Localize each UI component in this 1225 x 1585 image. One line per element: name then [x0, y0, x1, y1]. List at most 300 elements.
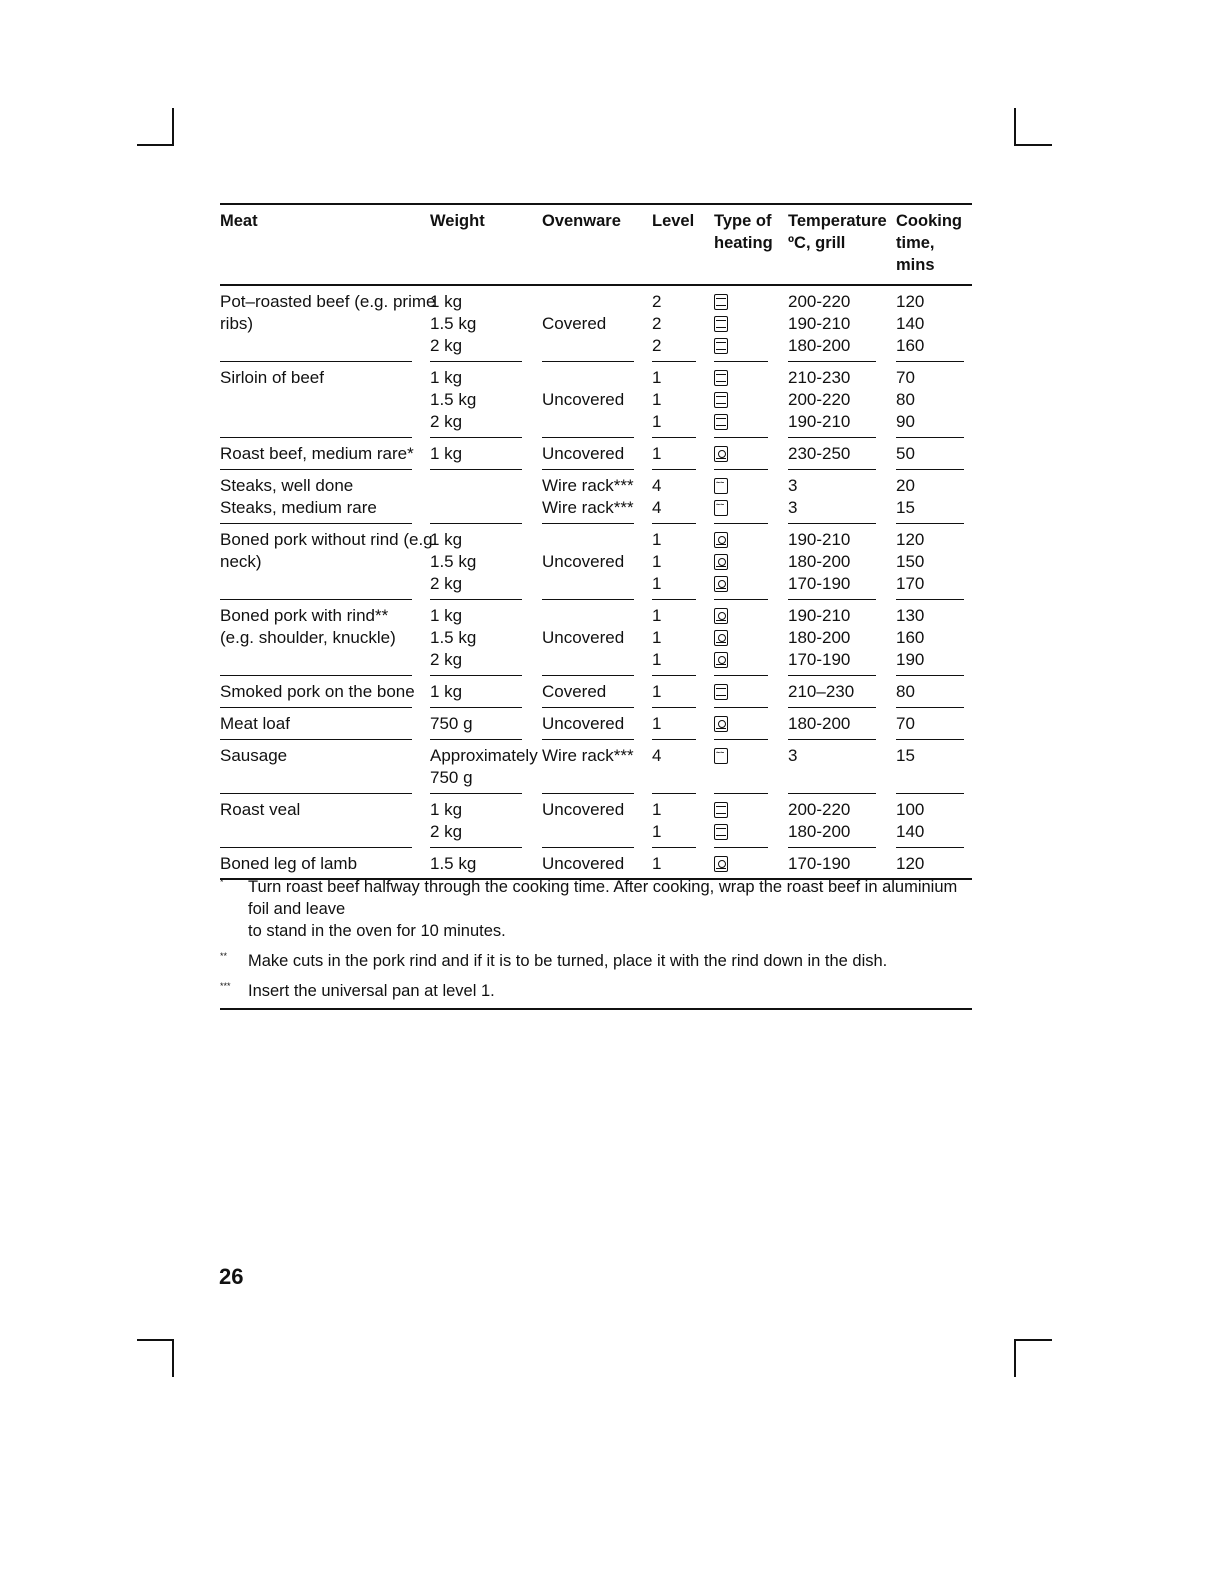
cell-text-meat — [220, 573, 420, 595]
cell-text-weight: Approximately — [430, 746, 538, 765]
column-header-text: Level — [652, 212, 695, 230]
cell-text-meat — [220, 389, 420, 411]
footnotes — [220, 876, 972, 1010]
cell-ovenware — [542, 367, 642, 433]
cell-text-ovenware — [542, 367, 642, 389]
footnote — [220, 876, 972, 942]
cell-level — [652, 475, 704, 519]
column-header-text: Weight — [430, 212, 485, 230]
hot-air-grilling-icon — [714, 716, 728, 732]
cell-heating — [714, 713, 776, 735]
heating-type — [714, 529, 776, 551]
column-header-time — [896, 210, 972, 276]
cell-meat — [220, 853, 420, 875]
crop-mark — [1014, 1339, 1052, 1341]
cell-ovenware — [542, 475, 642, 519]
cell-text-ovenware: Covered — [542, 314, 607, 333]
cell-text-temp: 180-200 — [788, 552, 851, 571]
cell-text-meat: Steaks, well done — [220, 476, 354, 495]
cell-heating — [714, 799, 776, 843]
heating-type — [714, 605, 776, 627]
cell-meat — [220, 367, 420, 433]
cell-text-weight: 2 kg — [430, 336, 463, 355]
footnote-line: Turn roast beef halfway through the cooking time. After cooking, wrap the roast beef in aluminium foil and leave — [248, 878, 958, 918]
cell-text-temp: 3 — [788, 476, 798, 495]
cell-text-level: 1 — [652, 412, 662, 431]
cell-text-temp: 200-220 — [788, 390, 851, 409]
cell-temp — [788, 681, 884, 703]
cell-heating — [714, 853, 776, 875]
cell-text-ovenware: Uncovered — [542, 444, 625, 463]
cell-text-temp: 170-190 — [788, 574, 851, 593]
cell-ovenware — [542, 745, 642, 789]
footnotes-bottom-rule — [220, 1008, 972, 1010]
crop-mark — [137, 144, 174, 146]
cell-temp — [788, 745, 884, 789]
cell-text-weight: 1 kg — [430, 606, 463, 625]
top-bottom-heat-icon — [714, 294, 728, 310]
cell-text-time: 20 — [896, 476, 915, 495]
cell-text-level: 1 — [652, 390, 662, 409]
cell-text-ovenware: Wire rack*** — [542, 476, 634, 495]
cell-text-temp: 180-200 — [788, 714, 851, 733]
cell-text-temp: 180-200 — [788, 336, 851, 355]
cell-time — [896, 291, 972, 357]
crop-mark — [137, 1339, 174, 1341]
top-bottom-heat-icon — [714, 414, 728, 430]
heating-type — [714, 291, 776, 313]
cell-text-level: 1 — [652, 606, 662, 625]
cell-text-weight: 1 kg — [430, 530, 463, 549]
hot-air-grilling-icon — [714, 608, 728, 624]
cell-ovenware — [542, 713, 642, 735]
meat-cooking-table — [220, 203, 972, 880]
column-header-level — [652, 210, 704, 232]
cell-text-level: 1 — [652, 822, 662, 841]
heating-type — [714, 443, 776, 465]
cell-weight — [430, 291, 530, 357]
cell-text-meat: Boned pork without rind (e.g. — [220, 530, 438, 549]
cell-text-weight — [430, 475, 530, 497]
cell-text-time: 150 — [896, 552, 925, 571]
cell-text-temp: 190-210 — [788, 412, 851, 431]
cell-text-meat: neck) — [220, 552, 262, 571]
cell-meat — [220, 605, 420, 671]
cell-temp — [788, 475, 884, 519]
cell-text-weight: 1.5 kg — [430, 314, 477, 333]
cell-weight — [430, 799, 530, 843]
cell-text-weight: 1.5 kg — [430, 390, 477, 409]
crop-mark — [172, 1339, 174, 1377]
heating-type — [714, 335, 776, 357]
cell-text-ovenware — [542, 411, 642, 433]
cell-text-weight: 1 kg — [430, 682, 463, 701]
crop-mark — [1014, 1339, 1016, 1377]
top-bottom-heat-icon — [714, 684, 728, 700]
cell-text-level: 4 — [652, 498, 662, 517]
cell-temp — [788, 799, 884, 843]
cell-text-temp: 3 — [788, 746, 798, 765]
cell-meat — [220, 681, 420, 703]
footnote-mark: * — [220, 877, 224, 887]
cell-text-ovenware: Uncovered — [542, 390, 625, 409]
cell-text-level: 1 — [652, 574, 662, 593]
cell-text-meat: (e.g. shoulder, knuckle) — [220, 628, 396, 647]
cell-temp — [788, 529, 884, 595]
cell-text-ovenware: Uncovered — [542, 552, 625, 571]
hot-air-grilling-icon — [714, 554, 728, 570]
cell-text-time: 140 — [896, 314, 925, 333]
cell-text-weight: 1.5 kg — [430, 628, 477, 647]
column-header-weight — [430, 210, 530, 232]
cell-time — [896, 745, 972, 789]
footnote-text — [248, 950, 972, 972]
cell-text-time: 70 — [896, 714, 915, 733]
cell-heating — [714, 475, 776, 519]
heating-type — [714, 713, 776, 735]
cell-time — [896, 799, 972, 843]
cell-text-level: 1 — [652, 530, 662, 549]
cell-text-temp: 3 — [788, 498, 798, 517]
cell-text-time: 15 — [896, 498, 915, 517]
column-header-text: mins — [896, 256, 935, 274]
cell-temp — [788, 713, 884, 735]
cell-text-ovenware: Uncovered — [542, 628, 625, 647]
cell-time — [896, 713, 972, 735]
cell-text-meat: Boned pork with rind** — [220, 606, 389, 625]
crop-mark — [1014, 144, 1052, 146]
top-bottom-heat-icon — [714, 392, 728, 408]
cell-text-time: 120 — [896, 292, 925, 311]
heating-type — [714, 367, 776, 389]
cell-text-weight: 1 kg — [430, 292, 463, 311]
cell-time — [896, 367, 972, 433]
cell-text-level: 1 — [652, 552, 662, 571]
cell-time — [896, 681, 972, 703]
cell-level — [652, 443, 704, 465]
cell-text-time: 170 — [896, 574, 925, 593]
cell-text-ovenware: Uncovered — [542, 800, 625, 819]
cell-ovenware — [542, 605, 642, 671]
cell-text-meat: Pot–roasted beef (e.g. prime — [220, 292, 436, 311]
footnote-line: Insert the universal pan at level 1. — [248, 982, 495, 1000]
cell-meat — [220, 529, 438, 595]
cell-weight — [430, 475, 530, 519]
cell-text-weight: 2 kg — [430, 822, 463, 841]
page-number: 26 — [219, 1264, 244, 1289]
cell-text-meat — [220, 335, 420, 357]
column-header-heating — [714, 210, 776, 254]
cell-text-temp: 180-200 — [788, 822, 851, 841]
cell-text-time: 130 — [896, 606, 925, 625]
cell-text-temp: 210-230 — [788, 368, 851, 387]
cell-text-weight: 1 kg — [430, 444, 463, 463]
cell-level — [652, 605, 704, 671]
cell-level — [652, 799, 704, 843]
column-header-text: time, — [896, 234, 935, 252]
cell-text-level: 1 — [652, 800, 662, 819]
cell-time — [896, 853, 972, 875]
cell-text-time: 15 — [896, 746, 915, 765]
hot-air-grilling-icon — [714, 630, 728, 646]
cell-meat — [220, 291, 436, 357]
cell-text-meat: Smoked pork on the bone — [220, 682, 415, 701]
column-header-text: ºC, grill — [788, 234, 846, 252]
top-bottom-heat-icon — [714, 802, 728, 818]
column-header-text: heating — [714, 234, 773, 252]
cell-text-temp: 170-190 — [788, 650, 851, 669]
footnote-mark: *** — [220, 981, 231, 991]
hot-air-grilling-icon — [714, 446, 728, 462]
cell-text-time: 190 — [896, 650, 925, 669]
heating-type — [714, 313, 776, 335]
cell-time — [896, 443, 972, 465]
cell-weight — [430, 745, 538, 789]
cell-level — [652, 529, 704, 595]
cell-text-meat — [220, 821, 420, 843]
heating-type — [714, 799, 776, 821]
cell-level — [652, 291, 704, 357]
cell-text-weight: 750 g — [430, 768, 473, 787]
table-header — [220, 205, 972, 286]
cell-meat — [220, 745, 420, 789]
cell-meat — [220, 799, 420, 843]
heating-type — [714, 627, 776, 649]
cell-temp — [788, 291, 884, 357]
cell-time — [896, 475, 972, 519]
cell-meat — [220, 713, 420, 735]
heating-type — [714, 745, 776, 767]
cell-text-meat: Meat loaf — [220, 714, 290, 733]
cell-text-level: 2 — [652, 336, 662, 355]
cell-weight — [430, 605, 530, 671]
hot-air-grilling-icon — [714, 532, 728, 548]
cell-weight — [430, 681, 530, 703]
cell-heating — [714, 681, 776, 703]
cell-time — [896, 605, 972, 671]
cell-text-weight: 2 kg — [430, 650, 463, 669]
cell-text-temp: 190-210 — [788, 606, 851, 625]
column-header-text: Type of — [714, 212, 772, 230]
cell-text-ovenware — [542, 573, 642, 595]
cell-text-time: 70 — [896, 368, 915, 387]
cell-text-meat — [220, 411, 420, 433]
cell-text-level: 2 — [652, 292, 662, 311]
cell-meat — [220, 475, 420, 519]
cell-text-meat — [220, 649, 420, 671]
heating-type — [714, 389, 776, 411]
cell-text-ovenware — [542, 291, 642, 313]
cell-text-ovenware — [542, 605, 642, 627]
cell-weight — [430, 367, 530, 433]
footnote-line: to stand in the oven for 10 minutes. — [248, 922, 506, 940]
cell-text-weight: 1 kg — [430, 368, 463, 387]
table-row — [220, 740, 972, 794]
table-row — [220, 362, 972, 438]
heating-type — [714, 475, 776, 497]
table-row — [220, 524, 972, 600]
footnote-line: Make cuts in the pork rind and if it is to be turned, place it with the rind down in the dish. — [248, 952, 888, 970]
cell-level — [652, 745, 704, 789]
heating-type — [714, 497, 776, 519]
column-header-text: Meat — [220, 212, 258, 230]
footnote — [220, 980, 972, 1002]
cell-text-time: 100 — [896, 800, 925, 819]
heating-type — [714, 681, 776, 703]
cell-text-ovenware: Covered — [542, 682, 607, 701]
cell-ovenware — [542, 853, 642, 875]
column-header-ovenware — [542, 210, 642, 232]
cell-text-ovenware: Uncovered — [542, 854, 625, 873]
cell-temp — [788, 367, 884, 433]
cell-temp — [788, 443, 884, 465]
cell-ovenware — [542, 799, 642, 843]
cell-heating — [714, 605, 776, 671]
cell-meat — [220, 443, 420, 465]
cell-weight — [430, 713, 530, 735]
full-width-grill-icon: ~~ — [714, 478, 728, 494]
cell-heating — [714, 443, 776, 465]
cell-text-level: 1 — [652, 682, 662, 701]
cell-level — [652, 681, 704, 703]
cell-text-weight: 1.5 kg — [430, 854, 477, 873]
top-bottom-heat-icon — [714, 316, 728, 332]
cell-text-meat: Sausage — [220, 746, 288, 765]
cell-text-temp — [788, 767, 884, 789]
cell-text-weight: 750 g — [430, 714, 473, 733]
full-width-grill-icon: ~~ — [714, 500, 728, 516]
cell-text-ovenware — [542, 821, 642, 843]
cell-temp — [788, 605, 884, 671]
cell-text-ovenware — [542, 335, 642, 357]
column-header-text: Ovenware — [542, 212, 621, 230]
cell-heating — [714, 745, 776, 789]
cell-ovenware — [542, 529, 642, 595]
cell-ovenware — [542, 291, 642, 357]
cell-text-temp: 180-200 — [788, 628, 851, 647]
cell-text-meat: ribs) — [220, 314, 254, 333]
cell-text-ovenware — [542, 767, 642, 789]
cell-text-meat: Boned leg of lamb — [220, 854, 358, 873]
cell-text-time: 160 — [896, 336, 925, 355]
cell-heating — [714, 529, 776, 595]
cell-text-temp: 190-210 — [788, 314, 851, 333]
table-row — [220, 470, 972, 524]
cell-text-ovenware — [542, 649, 642, 671]
cell-text-temp: 170-190 — [788, 854, 851, 873]
footnote-text — [248, 876, 972, 942]
cell-text-time: 140 — [896, 822, 925, 841]
cell-text-level: 1 — [652, 444, 662, 463]
top-bottom-heat-icon — [714, 824, 728, 840]
cell-text-level — [652, 767, 704, 789]
table-row — [220, 600, 972, 676]
cell-text-level: 1 — [652, 714, 662, 733]
cell-text-level: 1 — [652, 854, 662, 873]
cell-text-level: 2 — [652, 314, 662, 333]
cell-time — [896, 529, 972, 595]
heating-type — [714, 411, 776, 433]
cell-weight — [430, 529, 530, 595]
cell-text-time: 80 — [896, 682, 915, 701]
cell-ovenware — [542, 681, 642, 703]
table-row — [220, 794, 972, 848]
cell-text-weight: 1.5 kg — [430, 552, 477, 571]
cell-text-level: 1 — [652, 650, 662, 669]
cell-text-time: 120 — [896, 854, 925, 873]
hot-air-grilling-icon — [714, 856, 728, 872]
table-row — [220, 286, 972, 362]
cell-text-level: 1 — [652, 628, 662, 647]
cell-ovenware — [542, 443, 642, 465]
column-header-temp — [788, 210, 887, 254]
heating-type — [714, 551, 776, 573]
heating-type — [714, 649, 776, 671]
column-header-text: Cooking — [896, 212, 962, 230]
crop-mark — [1014, 108, 1016, 146]
cell-text-temp: 210–230 — [788, 682, 855, 701]
cell-text-meat: Steaks, medium rare — [220, 498, 377, 517]
cell-text-temp: 200-220 — [788, 292, 851, 311]
cell-text-level: 4 — [652, 746, 662, 765]
cell-text-weight: 1 kg — [430, 800, 463, 819]
table-row — [220, 438, 972, 470]
cell-text-meat: Roast veal — [220, 800, 301, 819]
hot-air-grilling-icon — [714, 576, 728, 592]
cell-text-temp: 230-250 — [788, 444, 851, 463]
footnote-text — [248, 980, 972, 1002]
footnote — [220, 950, 972, 972]
top-bottom-heat-icon — [714, 370, 728, 386]
cell-text-temp: 200-220 — [788, 800, 851, 819]
cell-text-meat: Roast beef, medium rare* — [220, 444, 414, 463]
cell-text-time: 50 — [896, 444, 915, 463]
heating-type — [714, 573, 776, 595]
heating-type — [714, 853, 776, 875]
cell-text-ovenware: Uncovered — [542, 714, 625, 733]
cell-weight — [430, 443, 530, 465]
cell-text-weight: 2 kg — [430, 574, 463, 593]
cell-level — [652, 367, 704, 433]
cell-text-meat: Sirloin of beef — [220, 368, 324, 387]
cell-heating — [714, 291, 776, 357]
crop-mark — [172, 108, 174, 146]
cell-text-time: 90 — [896, 412, 915, 431]
table-row — [220, 676, 972, 708]
cell-text-time — [896, 767, 972, 789]
top-bottom-heat-icon — [714, 338, 728, 354]
cell-text-weight — [430, 497, 530, 519]
footnote-mark: ** — [220, 951, 228, 961]
cell-level — [652, 713, 704, 735]
cell-text-time: 80 — [896, 390, 915, 409]
cell-text-weight: 2 kg — [430, 412, 463, 431]
cell-text-level: 4 — [652, 476, 662, 495]
column-header-meat — [220, 210, 420, 232]
heating-type — [714, 821, 776, 843]
table-row — [220, 708, 972, 740]
cell-temp — [788, 853, 884, 875]
cell-text-ovenware: Wire rack*** — [542, 746, 634, 765]
cell-level — [652, 853, 704, 875]
full-width-grill-icon: ~~ — [714, 748, 728, 764]
cell-text-meat — [220, 767, 420, 789]
cell-text-level: 1 — [652, 368, 662, 387]
cell-text-temp: 190-210 — [788, 530, 851, 549]
cell-weight — [430, 853, 530, 875]
cell-heating — [714, 367, 776, 433]
cell-text-time: 120 — [896, 530, 925, 549]
